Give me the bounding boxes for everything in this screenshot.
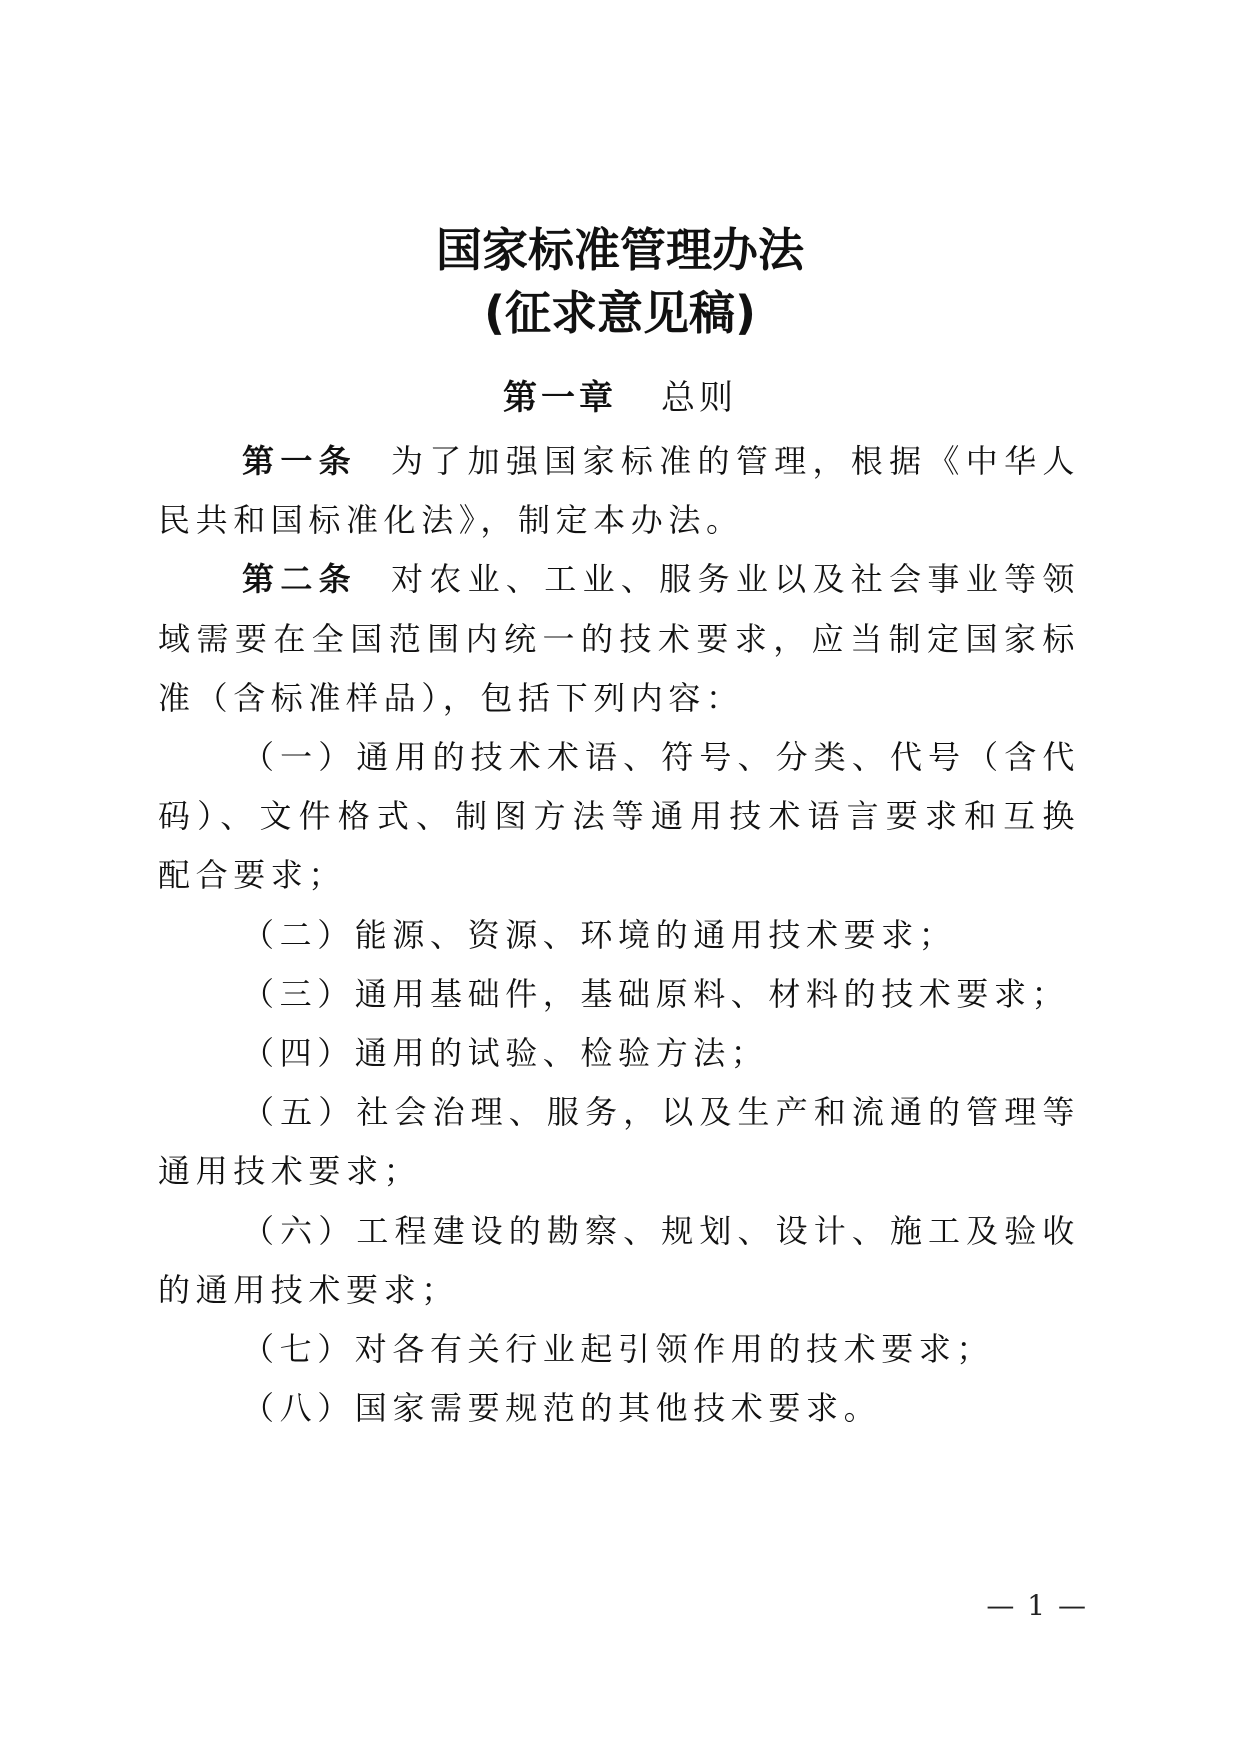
list-item: （五）社会治理、服务，以及生产和流通的管理等通用技术要求；: [158, 1093, 1080, 1191]
article-label: 第二条: [242, 560, 357, 599]
chapter-name: 总则: [661, 378, 737, 418]
list-item: （三）通用基础件，基础原料、材料的技术要求；: [242, 974, 1070, 1013]
chapter-number: 第一章: [503, 378, 617, 418]
article-paragraph: [158, 432, 1080, 550]
list-item: （八）国家需要规范的其他技术要求。: [242, 1389, 882, 1428]
list-item: （六）工程建设的勘察、规划、设计、施工及验收的通用技术要求；: [158, 1211, 1080, 1309]
document-title: 国家标准管理办法: [436, 223, 804, 277]
list-item: （二）能源、资源、环境的通用技术要求；: [242, 915, 957, 954]
list-item: （四）通用的试验、检验方法；: [242, 1034, 769, 1073]
article-paragraph: [158, 550, 1080, 728]
document-body: [158, 432, 1080, 1438]
article-text: 为了加强国家标准的管理，根据《中华人民共和国标准化法》，制定本办法。: [158, 442, 1080, 540]
article-text: 对农业、工业、服务业以及社会事业等领域需要在全国范围内统一的技术要求，应当制定国家标准（含标准样品），包括下列内容：: [158, 560, 1080, 717]
list-item: （一）通用的技术术语、符号、分类、代号（含代码）、文件格式、制图方法等通用技术语言要求和互换配合要求；: [158, 738, 1080, 895]
list-item: （七）对各有关行业起引领作用的技术要求；: [242, 1330, 995, 1369]
document-subtitle: (征求意见稿): [483, 286, 757, 340]
article-label: 第一条: [242, 442, 357, 480]
chapter-heading: [0, 373, 1240, 423]
page-number: — 1 —: [986, 1589, 1088, 1622]
